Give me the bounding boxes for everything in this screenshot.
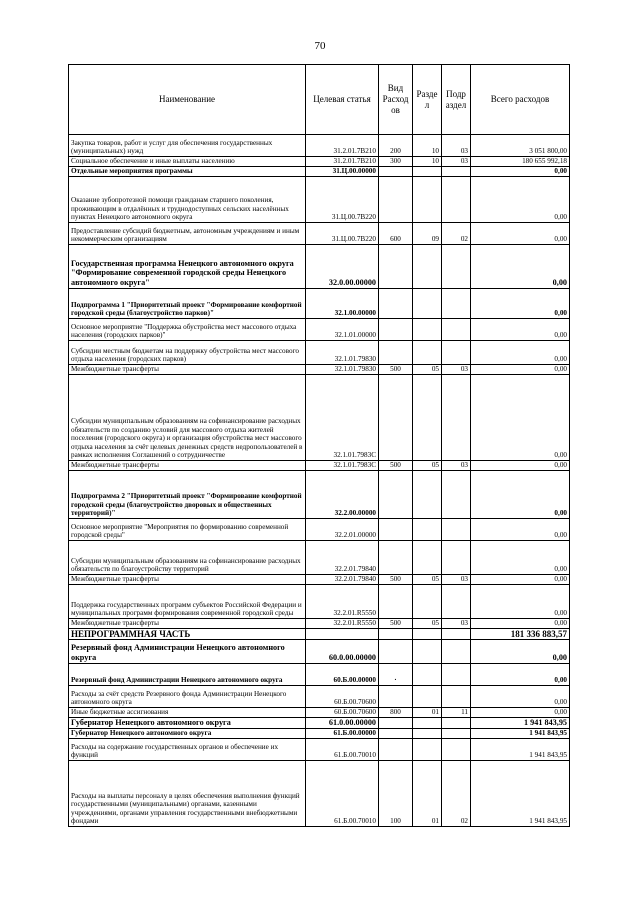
cell-razdel [413,541,442,575]
cell-vid [379,167,413,177]
table-row [69,375,570,461]
cell-total: 0,00 [471,686,570,708]
cell-total: 180 655 992,18 [471,157,570,167]
cell-total: 0,00 [471,289,570,319]
cell-vid [379,585,413,619]
cell-podrazdel [442,519,471,541]
cell-vid: 800 [379,708,413,718]
cell-total: 181 336 883,57 [471,629,570,640]
table-row [69,223,570,245]
cell-name: Иные бюджетные ассигнования [69,708,306,718]
cell-total: 1 941 843,95 [471,761,570,827]
cell-podrazdel [442,167,471,177]
cell-vid: 100 [379,761,413,827]
cell-code: 31.Ц.00.7В220 [306,177,379,223]
table-row [69,739,570,761]
cell-name: Закупка товаров, работ и услуг для обеспечения государственных (муниципальных) нужд [69,135,306,157]
cell-razdel [413,375,442,461]
cell-vid [379,375,413,461]
cell-code: 32.1.01.00000 [306,319,379,341]
header-name: Наименование [69,65,306,135]
cell-podrazdel: 02 [442,223,471,245]
table-row [69,718,570,729]
cell-podrazdel [442,245,471,289]
cell-vid [379,245,413,289]
header-vid: Вид Расход ов [379,65,413,135]
cell-razdel: 01 [413,708,442,718]
cell-razdel [413,640,442,664]
cell-vid [379,177,413,223]
cell-total: 0,00 [471,365,570,375]
cell-total: 0,00 [471,223,570,245]
cell-vid [379,640,413,664]
cell-name: Межбюджетные трансферты [69,365,306,375]
cell-podrazdel [442,289,471,319]
cell-total: 0,00 [471,541,570,575]
cell-vid: · [379,664,413,686]
cell-code: 31.2.01.7В210 [306,135,379,157]
cell-name: Межбюджетные трансферты [69,619,306,629]
table-row [69,664,570,686]
cell-name: Отдельные мероприятия программы [69,167,306,177]
cell-podrazdel: 03 [442,575,471,585]
cell-name: Поддержка государственных программ субъектов Российской Федерации и муниципальных программ формирования современной городской среды [69,585,306,619]
cell-name: Подпрограмма 2 "Приоритетный проект "Формирование комфортной городской среды (благоустройство дворовых и общественных территорий)" [69,471,306,519]
cell-podrazdel [442,471,471,519]
cell-razdel [413,629,442,640]
table-row [69,177,570,223]
cell-podrazdel [442,319,471,341]
cell-vid [379,729,413,739]
cell-vid: 600 [379,223,413,245]
cell-razdel: 05 [413,619,442,629]
cell-razdel: 10 [413,135,442,157]
cell-code: 31.2.01.7В210 [306,157,379,167]
cell-razdel [413,341,442,365]
cell-total: 0,00 [471,319,570,341]
cell-name: Резервный фонд Администрации Ненецкого автономного округа [69,640,306,664]
cell-name: Социальное обеспечение и иные выплаты населению [69,157,306,167]
cell-name: НЕПРОГРАММНАЯ ЧАСТЬ [69,629,306,640]
header-code: Целевая статья [306,65,379,135]
cell-total: 0,00 [471,245,570,289]
cell-razdel [413,471,442,519]
cell-total: 0,00 [471,341,570,365]
table-row [69,541,570,575]
table-row [69,471,570,519]
cell-podrazdel [442,341,471,365]
cell-code: 32.1.01.7983С [306,461,379,471]
cell-razdel [413,739,442,761]
cell-podrazdel [442,177,471,223]
cell-name: Субсидии муниципальным образованиям на софинансирование расходных обязательств по созданию условий для массового отдыха жителей поселения (городского округа) и организация обустройства мест массового отдыха населения за счёт целевых денежных средств недропользователей в рамках исполнения Соглашений о сотрудничестве [69,375,306,461]
cell-code: 32.1.00.00000 [306,289,379,319]
page-number: 70 [314,40,326,52]
table-row [69,135,570,157]
cell-total: 0,00 [471,664,570,686]
table-row [69,708,570,718]
cell-podrazdel: 02 [442,761,471,827]
cell-podrazdel: 11 [442,708,471,718]
table-row [69,157,570,167]
cell-code: 61.Б.00.70010 [306,761,379,827]
header-razdel: Разде л [413,65,442,135]
cell-vid [379,686,413,708]
table-row [69,519,570,541]
cell-total: 0,00 [471,708,570,718]
cell-vid [379,341,413,365]
cell-code: 32.2.01.00000 [306,519,379,541]
cell-podrazdel [442,686,471,708]
table-row [69,289,570,319]
cell-podrazdel [442,629,471,640]
table-row [69,341,570,365]
cell-razdel: 05 [413,575,442,585]
cell-name: Резервный фонд Администрации Ненецкого автономного округа [69,664,306,686]
cell-vid [379,289,413,319]
cell-razdel: 10 [413,157,442,167]
header-total: Всего расходов [471,65,570,135]
cell-podrazdel: 03 [442,157,471,167]
cell-code: 60.Б.00.70600 [306,708,379,718]
cell-podrazdel [442,739,471,761]
cell-vid [379,739,413,761]
cell-vid: 500 [379,575,413,585]
table-header-row [69,65,570,135]
table-row [69,245,570,289]
cell-total: 0,00 [471,585,570,619]
cell-name: Расходы за счёт средств Резервного фонда Администрации Ненецкого автономного округа [69,686,306,708]
cell-code: 32.1.01.79830 [306,365,379,375]
cell-code: 61.Б.00.70010 [306,739,379,761]
cell-total: 0,00 [471,167,570,177]
table-row [69,640,570,664]
cell-code: 32.1.01.7983С [306,375,379,461]
cell-razdel [413,177,442,223]
cell-vid [379,718,413,729]
header-podrazdel: Подр аздел [442,65,471,135]
cell-total: 1 941 843,95 [471,718,570,729]
cell-vid: 500 [379,619,413,629]
cell-razdel [413,519,442,541]
cell-razdel [413,167,442,177]
cell-name: Межбюджетные трансферты [69,575,306,585]
cell-name: Основное мероприятие "Поддержка обустройства мест массового отдыха населения (городских парков)" [69,319,306,341]
cell-name: Государственная программа Ненецкого автономного округа "Формирование современной городской среды Ненецкого автономного округа" [69,245,306,289]
cell-razdel [413,664,442,686]
cell-podrazdel: 03 [442,135,471,157]
table-row [69,729,570,739]
cell-razdel [413,729,442,739]
cell-razdel [413,585,442,619]
table-row [69,461,570,471]
cell-code: 61.Б.00.00000 [306,729,379,739]
cell-podrazdel [442,585,471,619]
cell-name: Подпрограмма 1 "Приоритетный проект "Формирование комфортной городской среды (благоустройство парков)" [69,289,306,319]
cell-code: 32.2.00.00000 [306,471,379,519]
cell-podrazdel: 03 [442,619,471,629]
cell-total: 0,00 [471,619,570,629]
cell-vid: 200 [379,135,413,157]
cell-podrazdel [442,541,471,575]
cell-vid [379,541,413,575]
cell-razdel [413,289,442,319]
cell-name: Расходы на выплаты персоналу в целях обеспечения выполнения функций государственными (муниципальными) органами, казенными учреждениями, органами управления государственными внебюджетными фондами [69,761,306,827]
cell-code: 31.Ц.00.00000 [306,167,379,177]
cell-code: 32.0.00.00000 [306,245,379,289]
cell-razdel: 05 [413,365,442,375]
cell-name: Губернатор Ненецкого автономного округа [69,729,306,739]
cell-code: 31.Ц.00.7В220 [306,223,379,245]
cell-podrazdel [442,640,471,664]
cell-code: 32.2.01.79840 [306,541,379,575]
cell-name: Межбюджетные трансферты [69,461,306,471]
cell-total: 0,00 [471,375,570,461]
cell-code: 61.0.00.00000 [306,718,379,729]
cell-podrazdel: 03 [442,365,471,375]
cell-razdel [413,686,442,708]
cell-razdel: 09 [413,223,442,245]
cell-total: 0,00 [471,640,570,664]
cell-total: 3 051 800,00 [471,135,570,157]
cell-podrazdel [442,729,471,739]
cell-razdel [413,319,442,341]
budget-table [68,64,570,827]
cell-vid [379,629,413,640]
cell-name: Предоставление субсидий бюджетным, автономным учреждениям и иным некоммерческим организациям [69,223,306,245]
cell-total: 0,00 [471,177,570,223]
cell-razdel [413,718,442,729]
cell-total: 0,00 [471,461,570,471]
cell-podrazdel [442,718,471,729]
table-row [69,575,570,585]
cell-total: 0,00 [471,471,570,519]
table-row [69,365,570,375]
cell-vid: 500 [379,365,413,375]
cell-name: Субсидии муниципальным образованиям на софинансирование расходных обязательств по благоустройству территорий [69,541,306,575]
cell-code: 60.Б.00.00000 [306,664,379,686]
cell-total: 1 941 843,95 [471,729,570,739]
cell-razdel [413,245,442,289]
cell-code [306,629,379,640]
cell-vid [379,471,413,519]
cell-code: 32.1.01.79830 [306,341,379,365]
cell-name: Губернатор Ненецкого автономного округа [69,718,306,729]
cell-code: 32.2.01.R5550 [306,619,379,629]
cell-vid: 500 [379,461,413,471]
table-row [69,167,570,177]
cell-podrazdel: 03 [442,461,471,471]
cell-total: 0,00 [471,519,570,541]
table-row [69,686,570,708]
table-row [69,619,570,629]
cell-code: 60.Б.00.70600 [306,686,379,708]
cell-code: 60.0.00.00000 [306,640,379,664]
table-row [69,761,570,827]
table-row [69,585,570,619]
cell-podrazdel [442,664,471,686]
cell-vid [379,519,413,541]
cell-name: Основное мероприятие "Мероприятия по формированию современной городской среды" [69,519,306,541]
cell-total: 1 941 843,95 [471,739,570,761]
cell-razdel: 05 [413,461,442,471]
cell-name: Оказание зубопротезной помощи гражданам старшего поколения, проживающим в отдалённых и труднодоступных сельских населённых пунктах Ненецкого автономного округа [69,177,306,223]
cell-total: 0,00 [471,575,570,585]
cell-code: 32.2.01.79840 [306,575,379,585]
cell-vid [379,319,413,341]
cell-vid: 300 [379,157,413,167]
cell-podrazdel [442,375,471,461]
cell-code: 32.2.01.R5550 [306,585,379,619]
cell-name: Субсидии местным бюджетам на поддержку обустройства мест массового отдыха населения (городских парков) [69,341,306,365]
cell-name: Расходы на содержание государственных органов и обеспечение их функций [69,739,306,761]
table-row [69,629,570,640]
table-row [69,319,570,341]
cell-razdel: 01 [413,761,442,827]
